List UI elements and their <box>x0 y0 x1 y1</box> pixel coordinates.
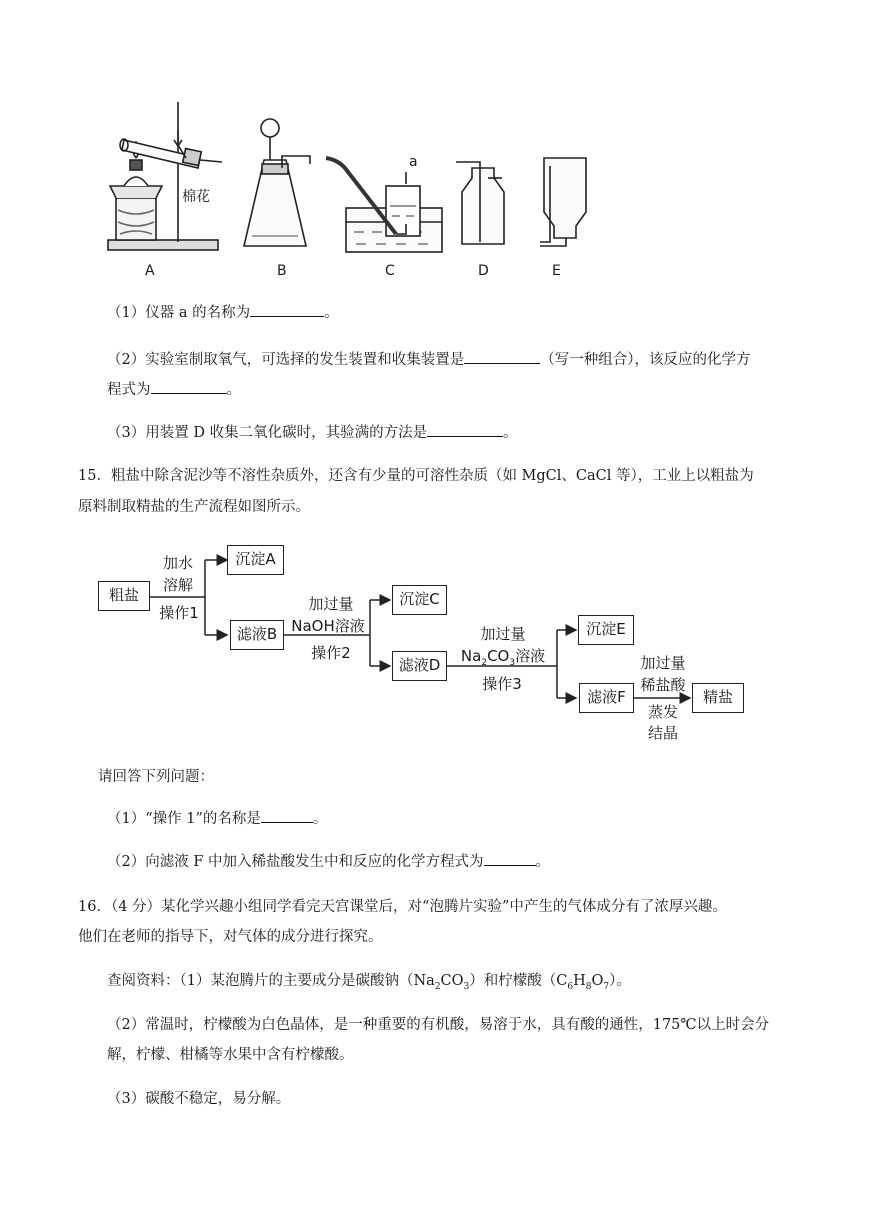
step1-label-1: 加水 <box>162 554 193 572</box>
q16-reference-2-line2: 解，柠檬、柑橘等水果中含有柠檬酸。 <box>107 1047 354 1063</box>
answer-blank[interactable] <box>151 379 227 394</box>
instrument-a-label: a <box>409 154 418 170</box>
q15-part2: （2）向滤液 F 中加入稀盐酸发生中和反应的化学方程式为 。 <box>107 851 550 873</box>
box-filtrate-f: 滤液F <box>579 683 634 713</box>
step4-label-3: 蒸发 <box>647 703 678 721</box>
apparatus-a-drawing <box>108 102 222 250</box>
q16-reference-3: （3）碳酸不稳定，易分解。 <box>107 1091 291 1107</box>
q14-part1: （1）仪器 a 的名称为 。 <box>107 302 339 324</box>
apparatus-e-drawing <box>540 158 586 246</box>
answer-blank[interactable] <box>261 808 313 823</box>
q16-stem-line2: 他们在老师的指导下，对气体的成分进行探究。 <box>78 929 383 945</box>
box-filtrate-b: 滤液B <box>230 620 284 650</box>
box-fine-salt: 精盐 <box>692 683 744 713</box>
apparatus-b-drawing <box>244 119 310 246</box>
answer-blank[interactable] <box>464 349 540 364</box>
step4-label-2: 稀盐酸 <box>640 676 686 694</box>
box-filtrate-d: 滤液D <box>392 651 447 681</box>
apparatus-label-a: A <box>145 263 155 279</box>
step3-label-1: 加过量 <box>480 625 526 643</box>
answer-blank[interactable] <box>250 302 324 317</box>
step2-label-2: NaOH溶液 <box>291 617 365 635</box>
step2-label-3: 操作2 <box>311 644 351 662</box>
apparatus-label-d: D <box>478 263 489 279</box>
q14-part2: （2）实验室制取氧气，可选择的发生装置和收集装置是 （写一种组合），该反应的化学方 <box>107 349 750 371</box>
box-precip-c: 沉淀C <box>392 585 447 615</box>
apparatus-label-e: E <box>552 263 561 279</box>
q15-part1: （1）“操作 1”的名称是 。 <box>107 808 327 830</box>
answer-blank[interactable] <box>427 422 503 437</box>
cotton-label: 棉花 <box>182 189 210 205</box>
q14-part2-line2: 程式为 。 <box>107 379 241 401</box>
q14-part3: （3）用装置 D 收集二氧化碳时，其验满的方法是 。 <box>107 422 518 444</box>
box-crude-salt: 粗盐 <box>98 581 150 611</box>
q15-stem-line1: 15．粗盐中除含泥沙等不溶性杂质外，还含有少量的可溶性杂质（如 MgCl、CaCl 等），工业上以粗盐为 <box>78 468 754 484</box>
apparatus-c-drawing <box>326 158 442 252</box>
step4-label-4: 结晶 <box>647 724 678 742</box>
step2-label-1: 加过量 <box>308 595 354 613</box>
step1-label-3: 操作1 <box>159 604 199 622</box>
apparatus-label-c: C <box>385 263 395 279</box>
step3-label-2: $Na_2CO_3$溶液 <box>460 647 546 668</box>
step3-label-3: 操作3 <box>482 675 522 693</box>
answer-blank[interactable] <box>484 851 536 866</box>
q16-reference-1: 查阅资料：（1）某泡腾片的主要成分是碳酸钠$(Na_2CO_3)$和柠檬酸$(C_6H_8O_7)$。 <box>107 973 631 992</box>
apparatus-figure <box>0 0 869 290</box>
apparatus-label-b: B <box>277 263 287 279</box>
apparatus-d-drawing <box>456 162 504 244</box>
box-precip-e: 沉淀E <box>578 615 634 645</box>
box-precip-a: 沉淀A <box>227 545 284 575</box>
step4-label-1: 加过量 <box>640 654 686 672</box>
step1-label-2: 溶解 <box>162 576 193 594</box>
q16-reference-2-line1: （2）常温时，柠檬酸为白色晶体，是一种重要的有机酸，易溶于水，具有酸的通性，175℃以上时会分 <box>107 1017 770 1033</box>
q16-stem-line1: 16．（4 分）某化学兴趣小组同学看完天宫课堂后，对“泡腾片实验”中产生的气体成分有了浓厚兴趣。 <box>78 899 727 915</box>
q15-stem-line2: 原料制取精盐的生产流程如图所示。 <box>78 499 310 515</box>
q15-prompt: 请回答下列问题： <box>98 769 214 785</box>
